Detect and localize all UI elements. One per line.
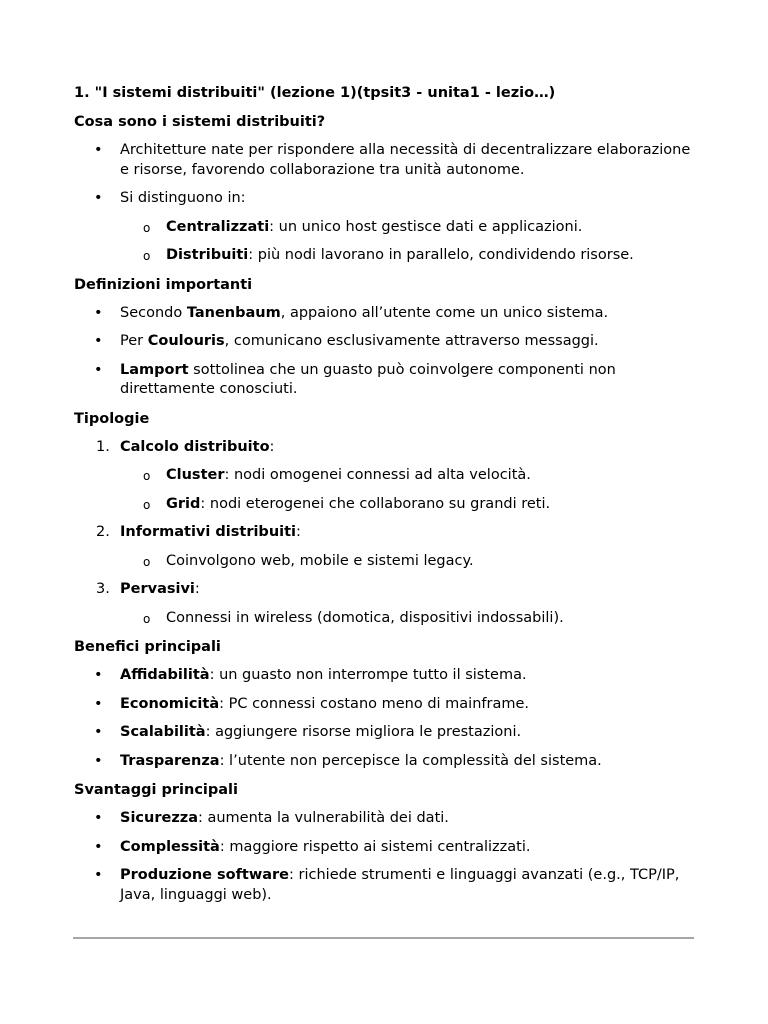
list-item [74,666,694,686]
bullet-marker: • [94,724,103,740]
sub-list-item [74,466,694,486]
number-marker: 3. [96,581,110,597]
numbered-item [74,438,694,458]
bullet-marker: • [94,142,103,158]
item-text: : nodi omogenei connessi ad alta velocità. [224,467,531,483]
item-text: Coinvolgono web, mobile e sistemi legacy. [166,552,474,569]
item-term: Affidabilità [120,667,210,683]
list-item [74,723,694,743]
section-heading-benefits: Benefici principali [74,639,221,655]
sub-bullet-marker: o [143,220,151,235]
item-term: Coulouris [147,333,225,349]
item-term: Produzione software [120,867,290,883]
sub-list-item [74,246,694,266]
sub-bullet-marker: o [143,497,151,512]
section-heading-definitions: Definizioni importanti [74,276,253,293]
sub-list-item [74,552,694,572]
bullet-marker: • [94,361,103,378]
item-text: : maggiore rispetto ai sistemi centralizzati. [219,838,531,855]
document-content [74,83,694,914]
item-term: Trasparenza [120,752,220,769]
item-term: Complessità [120,838,220,855]
item-term: Economicità [120,695,220,712]
item-text: , comunicano esclusivamente attraverso messaggi. [224,333,599,349]
bullet-marker: • [94,810,103,826]
item-term: Cluster [166,467,225,483]
list-item [74,189,694,209]
numbered-item [74,580,694,600]
list-item [74,866,694,905]
item-text: : PC connessi costano meno di mainframe. [219,695,530,712]
item-term: Informativi distribuiti [120,524,297,540]
bullet-marker: • [94,667,103,683]
item-term: Scalabilità [120,724,206,740]
item-term: Centralizzati [166,218,270,235]
list-item [74,332,694,352]
bullet-marker: • [94,838,103,855]
number-marker: 1. [96,438,110,455]
sub-bullet-marker: o [143,611,151,626]
item-text: : l’utente non percepisce la complessità del sistema. [219,752,602,769]
list-item [74,141,694,180]
sub-bullet-marker: o [143,554,151,569]
item-text: : un guasto non interrompe tutto il sistema. [209,667,527,683]
item-text-prefix: Per [120,333,148,349]
list-item [74,838,694,858]
item-text: : un unico host gestisce dati e applicazioni. [269,218,583,235]
section-heading-intro: Cosa sono i sistemi distribuiti? [74,114,326,130]
section-heading-types: Tipologie [74,410,150,427]
section-heading-drawbacks: Svantaggi principali [74,782,238,798]
list-item [74,752,694,772]
item-term: Grid [166,495,201,512]
list-item [74,809,694,829]
list-item [74,304,694,324]
bullet-marker: • [94,867,103,883]
item-text: : aumenta la vulnerabilità dei dati. [197,810,449,826]
item-term: Tanenbaum [186,304,281,321]
sub-list-item [74,218,694,238]
number-marker: 2. [96,524,110,540]
bullet-marker: • [94,190,103,206]
item-text: : richiede strumenti e linguaggi avanzati (e.g., TCP/IP, Java, linguaggi web). [120,867,680,903]
item-text: : [194,581,200,597]
item-text: : più nodi lavorano in parallelo, condividendo risorse. [248,247,634,263]
item-text: : nodi eterogenei che collaborano su grandi reti. [200,495,551,512]
numbered-item [74,523,694,543]
item-term: Sicurezza [120,810,198,826]
item-text: , appaiono all’utente come un unico sistema. [280,304,609,321]
sub-bullet-marker: o [143,469,151,483]
document-title: 1. "I sistemi distribuiti" (lezione 1)(tpsit3 - unita1 - lezio…) [74,85,556,101]
item-term: Calcolo distribuito [120,438,270,455]
bullet-marker: • [94,695,103,712]
item-text: : [296,524,301,540]
bullet-marker: • [94,333,103,349]
item-text-prefix: Secondo [120,304,187,321]
list-item [74,695,694,715]
sub-bullet-marker: o [143,249,151,263]
item-text: Connessi in wireless (domotica, dispositivi indossabili). [166,609,564,626]
bottom-divider [73,937,694,939]
item-text: sottolinea che un guasto può coinvolgere componenti non direttamente conosciuti. [120,361,616,397]
sub-list-item [74,495,694,515]
item-text: Si distinguono in: [120,190,246,206]
sub-list-item [74,609,694,629]
item-text: : [269,438,275,455]
item-text: : aggiungere risorse migliora le prestazioni. [205,724,522,740]
item-term: Lamport [120,361,189,378]
bullet-marker: • [94,304,103,321]
bullet-marker: • [94,752,103,769]
list-item [74,361,694,400]
item-text: Architetture nate per rispondere alla necessità di decentralizzare elaborazione e risorse, favorendo collaborazione tra unità autonome. [120,142,691,178]
item-term: Pervasivi [120,581,195,597]
item-term: Distribuiti [166,247,249,263]
